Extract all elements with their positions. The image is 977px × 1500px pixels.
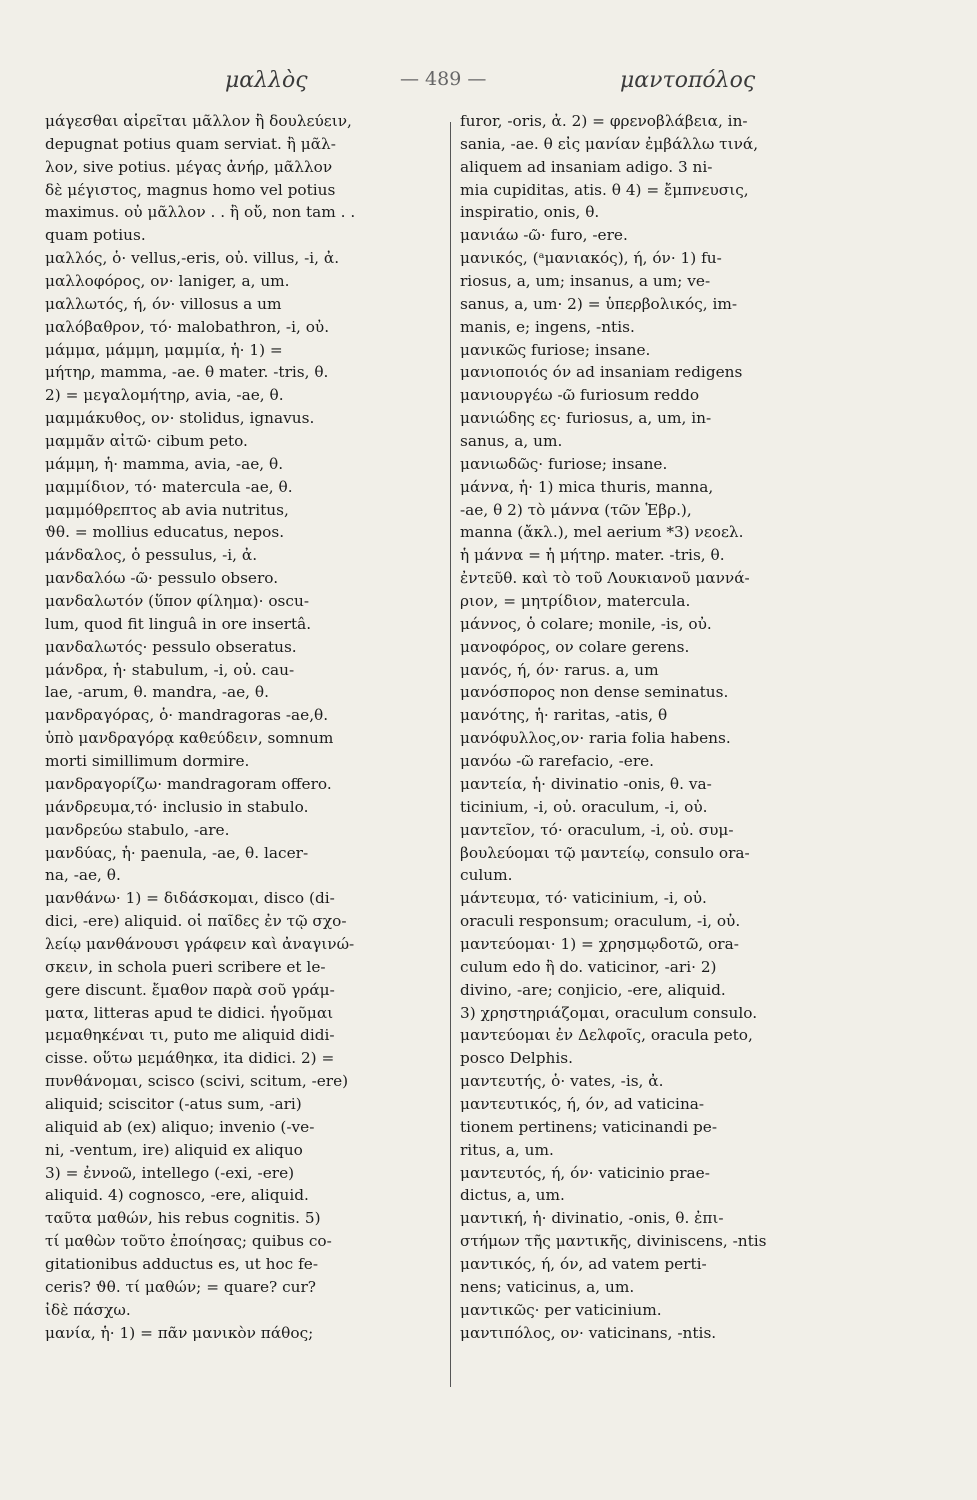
dictionary-line: 2) = μεγαλομήτηρ, avia, -ae, θ. [45,386,284,405]
dictionary-line: cisse. οὕτω μεμάθηκα, ita didici. 2) = [45,1049,335,1068]
dictionary-line: manna (ἄκλ.), mel aerium *3) νεοελ. [460,523,744,542]
dictionary-line: culum edo ἢ do. vaticinor, -ari· 2) [460,957,717,976]
dictionary-line: quam potius. [45,226,146,245]
dictionary-line: aliquid. 4) cognosco, -ere, aliquid. [45,1186,309,1205]
dictionary-line: furor, -oris, ἀ. 2) = φρενοβλάβεια, in- [460,112,748,130]
dictionary-line: gitationibus adductus es, ut hoc fe- [45,1254,318,1273]
dictionary-line: μήτηρ, mamma, -ae. θ mater. -tris, θ. [45,363,329,382]
dictionary-line: μαντεύομαι ἐν Δελφοῖς, oracula peto, [460,1026,753,1045]
dictionary-line: μανός, ή, όν· rarus. a, um [460,660,659,679]
dictionary-line: aliquid; sciscitor (-atus sum, -ari) [45,1094,302,1113]
dictionary-line: μανόσπορος non dense seminatus. [460,683,729,702]
dictionary-line: δὲ μέγιστος, magnus homo vel potius [45,180,336,199]
dictionary-line: μαντεῖον, τό· oraculum, -i, οὐ. συμ- [460,820,734,839]
dictionary-line: μανία, ἡ· 1) = πᾶν μανικὸν πάθος; [45,1323,314,1342]
dictionary-line: μαντευτής, ὁ· vates, -is, ἀ. [460,1072,664,1091]
dictionary-line: μανδαλωτόν (ὕπον φίλημα)· oscu- [45,592,309,611]
dictionary-line: λον, sive potius. μέγας ἀνήρ, μᾶλλον [45,157,333,176]
dictionary-line: lae, -arum, θ. mandra, -ae, θ. [45,683,269,702]
dictionary-line: μαμμᾶν αἰτῶ· cibum peto. [45,432,248,451]
dictionary-line: manis, e; ingens, -ntis. [460,317,635,336]
dictionary-line: μαντική, ἡ· divinatio, -onis, θ. ἐπι- [460,1209,724,1228]
dictionary-line: ἡ μάννα = ἡ μήτηρ. mater. -tris, θ. [460,546,725,565]
column-divider [450,122,451,1387]
dictionary-line: μάμμα, μάμμη, μαμμία, ἡ· 1) = [45,340,283,359]
dictionary-line: -ae, θ 2) τὸ μάννα (τῶν Ἑβρ.), [460,500,692,519]
dictionary-line: μαντεύομαι· 1) = χρησμῳδοτῶ, ora- [460,934,739,953]
dictionary-line: posco Delphis. [460,1049,573,1068]
right-guide-word: μαντοπόλος [620,68,756,93]
dictionary-line: ματα, litteras apud te didici. ἡγοῦμαι [45,1003,334,1022]
page-header [0,68,977,108]
dictionary-line: μανδαλωτός· pessulo obseratus. [45,637,297,656]
dictionary-line: 3) = ἐννοῶ, intellego (-exi, -ere) [45,1163,295,1182]
page-number: — 489 — [400,68,487,90]
left-guide-word: μαλλὸς [225,68,308,93]
dictionary-line: culum. [460,866,513,885]
left-column [45,110,445,1344]
dictionary-line: μανιάω -ῶ· furo, -ere. [460,226,628,245]
dictionary-line: μανδύας, ἡ· paenula, -ae, θ. lacer- [45,843,309,862]
dictionary-line: ni, -ventum, ire) aliquid ex aliquo [45,1140,303,1159]
dictionary-line: μαμμάκυθος, ον· stolidus, ignavus. [45,409,315,428]
dictionary-line: μαντεία, ἡ· divinatio -onis, θ. va- [460,774,712,793]
dictionary-line: 3) χρηστηριάζομαι, oraculum consulo. [460,1003,758,1022]
dictionary-line: μάννα, ἡ· 1) mica thuris, manna, [460,477,714,496]
dictionary-line: μανικῶς furiose; insane. [460,340,651,359]
dictionary-line: morti simillimum dormire. [45,752,250,771]
dictionary-line: μανθάνω· 1) = διδάσκομαι, disco (di- [45,889,335,908]
dictionary-line: ritus, a, um. [460,1140,554,1159]
dictionary-line: inspiratio, onis, θ. [460,203,600,222]
dictionary-line: depugnat potius quam serviat. ἢ μᾶλ- [45,134,336,153]
dictionary-line: μαλλωτός, ή, όν· villosus a um [45,294,282,313]
dictionary-line: μανδρεύω stabulo, -are. [45,820,230,839]
dictionary-line: riosus, a, um; insanus, a um; ve- [460,272,711,291]
dictionary-line: μάμμη, ἡ· mamma, avia, -ae, θ. [45,454,284,473]
dictionary-line: μανιοποιός όν ad insaniam redigens [460,363,743,382]
dictionary-line: oraculi responsum; oraculum, -i, οὐ. [460,912,741,931]
dictionary-line: μαντευτός, ή, όν· vaticinio prae- [460,1163,710,1182]
dictionary-line: μανδραγόρας, ὁ· mandragoras -ae,θ. [45,706,329,725]
dictionary-line: βουλεύομαι τῷ μαντείῳ, consulo ora- [460,843,750,862]
dictionary-line: μανόω -ῶ rarefacio, -ere. [460,752,655,771]
dictionary-line: μάντευμα, τό· vaticinium, -i, οὐ. [460,889,707,908]
dictionary-line: μαντικός, ή, όν, ad vatem perti- [460,1254,707,1273]
dictionary-line: ταῦτα μαθών, his rebus cognitis. 5) [45,1209,321,1228]
dictionary-line: μάνδαλος, ὁ pessulus, -i, ἀ. [45,546,258,565]
dictionary-line: μαντικῶς· per vaticinium. [460,1300,662,1319]
dictionary-line: sanus, a, um. [460,432,563,451]
dictionary-line: ceris? ϑθ. τί μαθών; = quare? cur? [45,1277,317,1296]
dictionary-line: πυνθάνομαι, scisco (scivi, scitum, -ere) [45,1072,349,1091]
dictionary-line: lum, quod fit linguâ in ore insertâ. [45,614,312,633]
dictionary-line: μανιώδης ες· furiosus, a, um, in- [460,409,712,428]
dictionary-line: στήμων τῆς μαντικῆς, diviniscens, -ntis [460,1232,767,1251]
dictionary-line: mia cupiditas, atis. θ 4) = ἔμπνευσις, [460,180,749,199]
dictionary-line: ὑπὸ μανδραγόρᾳ καθεύδειν, somnum [45,729,334,748]
dictionary-line: dictus, a, um. [460,1186,565,1205]
dictionary-line: sania, -ae. θ εἰς μανίαν ἐμβάλλω τινά, [460,134,759,153]
dictionary-line: μανδραγορίζω· mandragoram offero. [45,774,332,793]
dictionary-line: μανδαλόω -ῶ· pessulo obsero. [45,569,279,588]
dictionary-line: μαλλός, ὁ· vellus,-eris, οὐ. villus, -i, ἀ. [45,249,340,268]
dictionary-line: nens; vaticinus, a, um. [460,1277,635,1296]
dictionary-line: μαντιπόλος, ον· vaticinans, -ntis. [460,1323,717,1342]
dictionary-line: μανιουργέω -ῶ furiosum reddo [460,386,700,405]
dictionary-line: dici, -ere) aliquid. οἱ παῖδες ἐν τῷ σχο- [45,912,347,931]
dictionary-line: aliquid ab (ex) aliquo; invenio (-ve- [45,1117,315,1136]
dictionary-line: μανότης, ἡ· raritas, -atis, θ [460,706,668,725]
dictionary-line: aliquem ad insaniam adigo. 3 ni- [460,157,713,176]
dictionary-line: μαλόβαθρον, τό· malobathron, -i, οὐ. [45,317,330,336]
dictionary-line: μαμμίδιον, τό· matercula -ae, θ. [45,477,293,496]
dictionary-line: μάννος, ὁ colare; monile, -is, οὐ. [460,614,712,633]
dictionary-line: sanus, a, um· 2) = ὑπερβολικός, im- [460,294,738,313]
right-column [460,110,855,1344]
dictionary-line: μάνδρευμα,τό· inclusio in stabulo. [45,797,309,816]
dictionary-line: μαμμόθρεπτος ab avia nutritus, [45,500,289,519]
dictionary-line: μανοφόρος, ον colare gerens. [460,637,690,656]
dictionary-line: divino, -are; conjicio, -ere, aliquid. [460,980,726,999]
dictionary-line: λείῳ μανθάνουσι γράφειν καὶ ἀναγινώ- [45,934,355,953]
dictionary-line: μαντευτικός, ή, όν, ad vaticina- [460,1094,705,1113]
dictionary-line: μανιωδῶς· furiose; insane. [460,454,668,473]
dictionary-line: na, -ae, θ. [45,866,121,885]
dictionary-line: ticinium, -i, οὐ. oraculum, -i, οὐ. [460,797,708,816]
dictionary-line: μανικός, (ᵃμανιακός), ή, όν· 1) fu- [460,249,722,268]
dictionary-line: σκειν, in schola pueri scribere et le- [45,957,326,976]
dictionary-line: maximus. οὐ μᾶλλον . . ἢ οὔ, non tam . . [45,203,356,222]
dictionary-line: μανόφυλλος,ον· raria folia habens. [460,729,731,748]
dictionary-line: ριον, = μητρίδιον, matercula. [460,592,691,611]
dictionary-line: tionem pertinens; vaticinandi pe- [460,1117,717,1136]
dictionary-line: μαλλοφόρος, ον· laniger, a, um. [45,272,290,291]
dictionary-line: μάγεσθαι αἱρεῖται μᾶλλον ἢ δουλεύειν, [45,112,352,130]
dictionary-line: gere discunt. ἔμαθον παρὰ σοῦ γράμ- [45,980,335,999]
dictionary-line: μάνδρα, ἡ· stabulum, -i, οὐ. cau- [45,660,295,679]
dictionary-line: ἐντεῦθ. καὶ τὸ τοῦ Λουκιανοῦ μαννά- [460,569,750,588]
dictionary-line: ϑθ. = mollius educatus, nepos. [45,523,285,542]
dictionary-line: ἰδὲ πάσχω. [45,1300,131,1319]
dictionary-line: μεμαθηκέναι τι, puto me aliquid didi- [45,1026,335,1045]
dictionary-line: τί μαθὼν τοῦτο ἐποίησας; quibus co- [45,1232,332,1251]
